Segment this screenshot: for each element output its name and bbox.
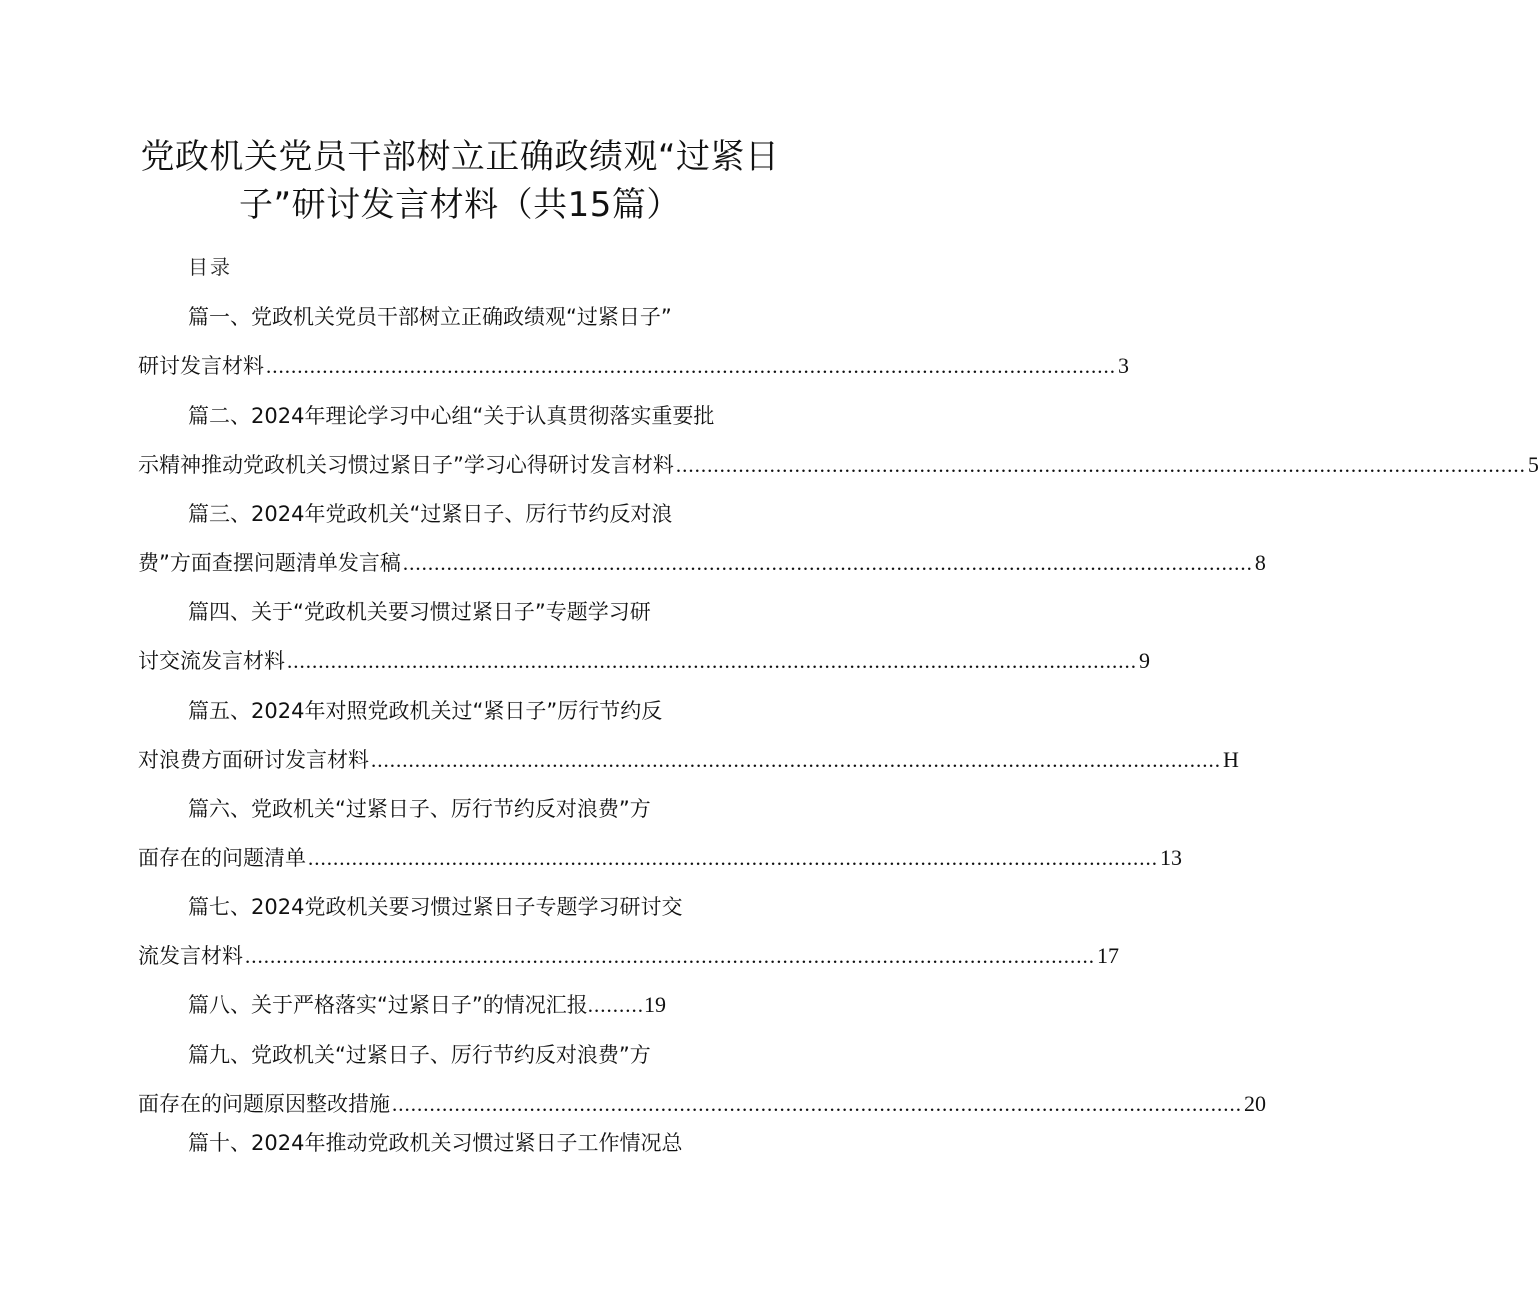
toc-entry-5-line-2[interactable] bbox=[138, 746, 1239, 774]
toc-leader-dots: ........................................................................................................................................ bbox=[308, 846, 1158, 870]
toc-entry-text: 研讨发言材料 bbox=[138, 354, 264, 378]
toc-page-number: 17 bbox=[1097, 943, 1119, 968]
toc-leader-dots: ........................................................................................................................................ bbox=[266, 354, 1116, 378]
toc-entry-text: 示精神推动党政机关习惯过紧日子”学习心得研讨发言材料 bbox=[138, 453, 674, 477]
toc-entry-10-line-1[interactable]: 篇十、2024年推动党政机关习惯过紧日子工作情况总 bbox=[188, 1131, 683, 1155]
toc-entry-4-line-2[interactable] bbox=[138, 647, 1150, 675]
toc-entry-text: 流发言材料 bbox=[138, 944, 243, 968]
toc-page-number: 5 bbox=[1527, 452, 1539, 477]
toc-heading: 目录 bbox=[188, 255, 232, 279]
document-title-line-1: 党政机关党员干部树立正确政绩观“过紧日 bbox=[140, 137, 780, 177]
toc-leader-dots: ........................................................................................................................................ bbox=[675, 453, 1526, 477]
toc-leader-dots: ........................................................................................................................................ bbox=[287, 649, 1137, 673]
document-title-line-2: 子”研讨发言材料（共15篇） bbox=[239, 185, 681, 225]
toc-entry-3-line-2[interactable] bbox=[138, 549, 1266, 577]
toc-entry-7-line-2[interactable] bbox=[138, 942, 1119, 970]
toc-page-number: H bbox=[1223, 747, 1239, 772]
toc-entry-6-line-2[interactable] bbox=[138, 844, 1182, 872]
toc-entry-7-line-1[interactable]: 篇七、2024党政机关要习惯过紧日子专题学习研讨交 bbox=[188, 895, 683, 919]
toc-page-number: 13 bbox=[1160, 845, 1182, 870]
toc-entry-text: 面存在的问题清单 bbox=[138, 846, 306, 870]
toc-leader-dots: ......... bbox=[587, 993, 645, 1017]
toc-entry-text: 篇八、关于严格落实“过紧日子”的情况汇报 bbox=[188, 993, 588, 1017]
toc-leader-dots: ........................................................................................................................................ bbox=[245, 944, 1095, 968]
toc-entry-3-line-1[interactable]: 篇三、2024年党政机关“过紧日子、厉行节约反对浪 bbox=[188, 502, 673, 526]
toc-entry-5-line-1[interactable]: 篇五、2024年对照党政机关过“紧日子”厉行节约反 bbox=[188, 699, 663, 723]
toc-entry-9-line-1[interactable]: 篇九、党政机关“过紧日子、厉行节约反对浪费”方 bbox=[188, 1043, 651, 1067]
toc-page-number: 8 bbox=[1254, 550, 1266, 575]
toc-page-number: 9 bbox=[1139, 648, 1150, 673]
toc-entry-4-line-1[interactable]: 篇四、关于“党政机关要习惯过紧日子”专题学习研 bbox=[188, 600, 651, 624]
toc-entry-1-line-1[interactable]: 篇一、党政机关党员干部树立正确政绩观“过紧日子” bbox=[188, 305, 672, 329]
toc-entry-text: 对浪费方面研讨发言材料 bbox=[138, 748, 369, 772]
toc-entry-9-line-2[interactable] bbox=[138, 1090, 1266, 1118]
toc-leader-dots: ........................................................................................................................................ bbox=[371, 748, 1221, 772]
toc-page-number: 20 bbox=[1244, 1091, 1266, 1116]
toc-entry-2-line-2[interactable] bbox=[138, 451, 1539, 479]
toc-entry-6-line-1[interactable]: 篇六、党政机关“过紧日子、厉行节约反对浪费”方 bbox=[188, 797, 651, 821]
toc-entry-1-line-2[interactable] bbox=[138, 352, 1129, 380]
toc-entry-text: 费”方面查摆问题清单发言稿 bbox=[138, 551, 401, 575]
toc-leader-dots: ........................................................................................................................................ bbox=[402, 551, 1253, 575]
toc-page-number: 3 bbox=[1118, 353, 1129, 378]
toc-entry-text: 面存在的问题原因整改措施 bbox=[138, 1092, 390, 1116]
toc-entry-2-line-1[interactable]: 篇二、2024年理论学习中心组“关于认真贯彻落实重要批 bbox=[188, 404, 715, 428]
toc-page-number: 19 bbox=[644, 992, 667, 1017]
toc-entry-8[interactable] bbox=[188, 991, 666, 1019]
toc-leader-dots: ........................................................................................................................................ bbox=[392, 1092, 1242, 1116]
toc-entry-text: 讨交流发言材料 bbox=[138, 649, 285, 673]
